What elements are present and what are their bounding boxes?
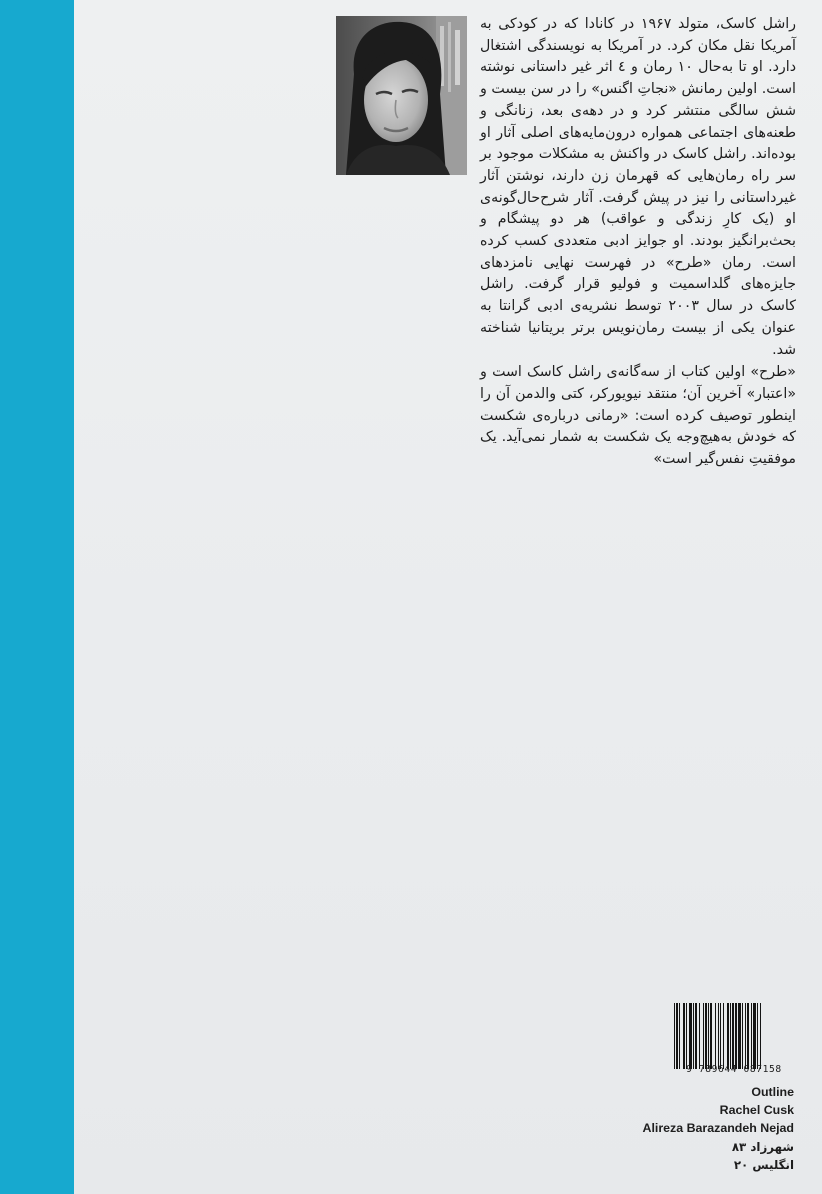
author-photo xyxy=(336,16,467,175)
barcode-bar xyxy=(676,1003,678,1069)
barcode-bar xyxy=(757,1003,758,1069)
barcode-bar xyxy=(735,1003,737,1069)
barcode-bar xyxy=(693,1003,694,1069)
barcode-bar xyxy=(720,1003,721,1069)
barcode-bar xyxy=(727,1003,729,1069)
barcode-bar xyxy=(710,1003,712,1069)
barcode-bar xyxy=(753,1003,756,1069)
barcode-bar xyxy=(689,1003,692,1069)
isbn-barcode xyxy=(672,1003,796,1069)
bio-paragraph: «طرح» اولین کتاب از سه‌گانه‌ی راشل کاسک است و «اعتبار» آخرین آن؛ منتقد نیویورکر، کتی والدمن آن را اینطور توصیف کرده است: «رمانی درباره‌ی شکست که خودش به‌هیچ‌وجه یک شکست به شمار نمی‌آید. یک موفقیتِ نفس‌گیر است» xyxy=(480,364,796,468)
barcode-bar xyxy=(674,1003,675,1069)
subseries-label: انگلیس ۲۰ xyxy=(733,1157,794,1172)
barcode-bar xyxy=(751,1003,752,1069)
series-label: شهرزاد ۸۳ xyxy=(731,1139,794,1154)
barcode-bar xyxy=(738,1003,741,1069)
book-author: Rachel Cusk xyxy=(719,1103,794,1118)
barcode-bar xyxy=(683,1003,685,1069)
barcode-bar xyxy=(695,1003,697,1069)
barcode-bar xyxy=(732,1003,734,1069)
barcode-bar xyxy=(699,1003,700,1069)
barcode-bar xyxy=(718,1003,719,1069)
barcode-bar xyxy=(705,1003,707,1069)
book-info xyxy=(534,1083,794,1174)
barcode-bar xyxy=(715,1003,716,1069)
barcode-bar xyxy=(747,1003,749,1069)
bio-paragraph: راشل کاسک، متولد ۱۹۶۷ در کانادا که در کودکی به آمریکا نقل مکان کرد. در آمریکا به نویسندگی اشتغال دارد. او تا به‌حال ۱۰ رمان و ٤ اثر غیر داستانی نوشته است. اولین رمانش «نجاتِ اگنس» را در سن بیست و شش سالگی منتشر کرد و در دهه‌ی بعد، زنانگی و طعنه‌های اجتماعی همواره درون‌مایه‌های اصلی آثار او بوده‌اند. راشل کاسک در واکنش به مشکلات موجود بر سر راه رمان‌هایی که قهرمان زن دارند، نوشتن آثار غیرداستانی را نیز در پیش گرفت. آثار شرح‌حال‌گونه‌ی او (یک کارِ زندگی و عواقب) هر دو پیشگام و بحث‌برانگیز بودند. او جوایز ادبی متعددی کسب کرده است. رمان «طرح» در فهرست نهایی نامزدهای جایزه‌های گلداسمیت و فولیو قرار گرفت. راشل کاسک در سال ۲۰۰۳ توسط نشریه‌ی ادبی گرانتا به عنوان یکی از بیست رمان‌نویس برتر بریتانیا شناخته شد. xyxy=(480,16,797,358)
barcode-bar xyxy=(708,1003,709,1069)
barcode-bar xyxy=(745,1003,746,1069)
author-biography xyxy=(480,14,796,471)
author-portrait-image xyxy=(336,16,467,175)
blue-spine-band xyxy=(0,0,74,1194)
barcode-bar xyxy=(703,1003,704,1069)
barcode-bar xyxy=(686,1003,687,1069)
barcode-bar xyxy=(742,1003,743,1069)
barcode-bar xyxy=(723,1003,724,1069)
barcode-bar xyxy=(760,1003,761,1069)
isbn-digits: 9 789644 087158 xyxy=(686,1064,782,1075)
book-translator: Alireza Barazandeh Nejad xyxy=(642,1121,794,1136)
barcode-bar xyxy=(730,1003,731,1069)
book-title: Outline xyxy=(751,1085,794,1099)
barcode-bar xyxy=(679,1003,680,1069)
